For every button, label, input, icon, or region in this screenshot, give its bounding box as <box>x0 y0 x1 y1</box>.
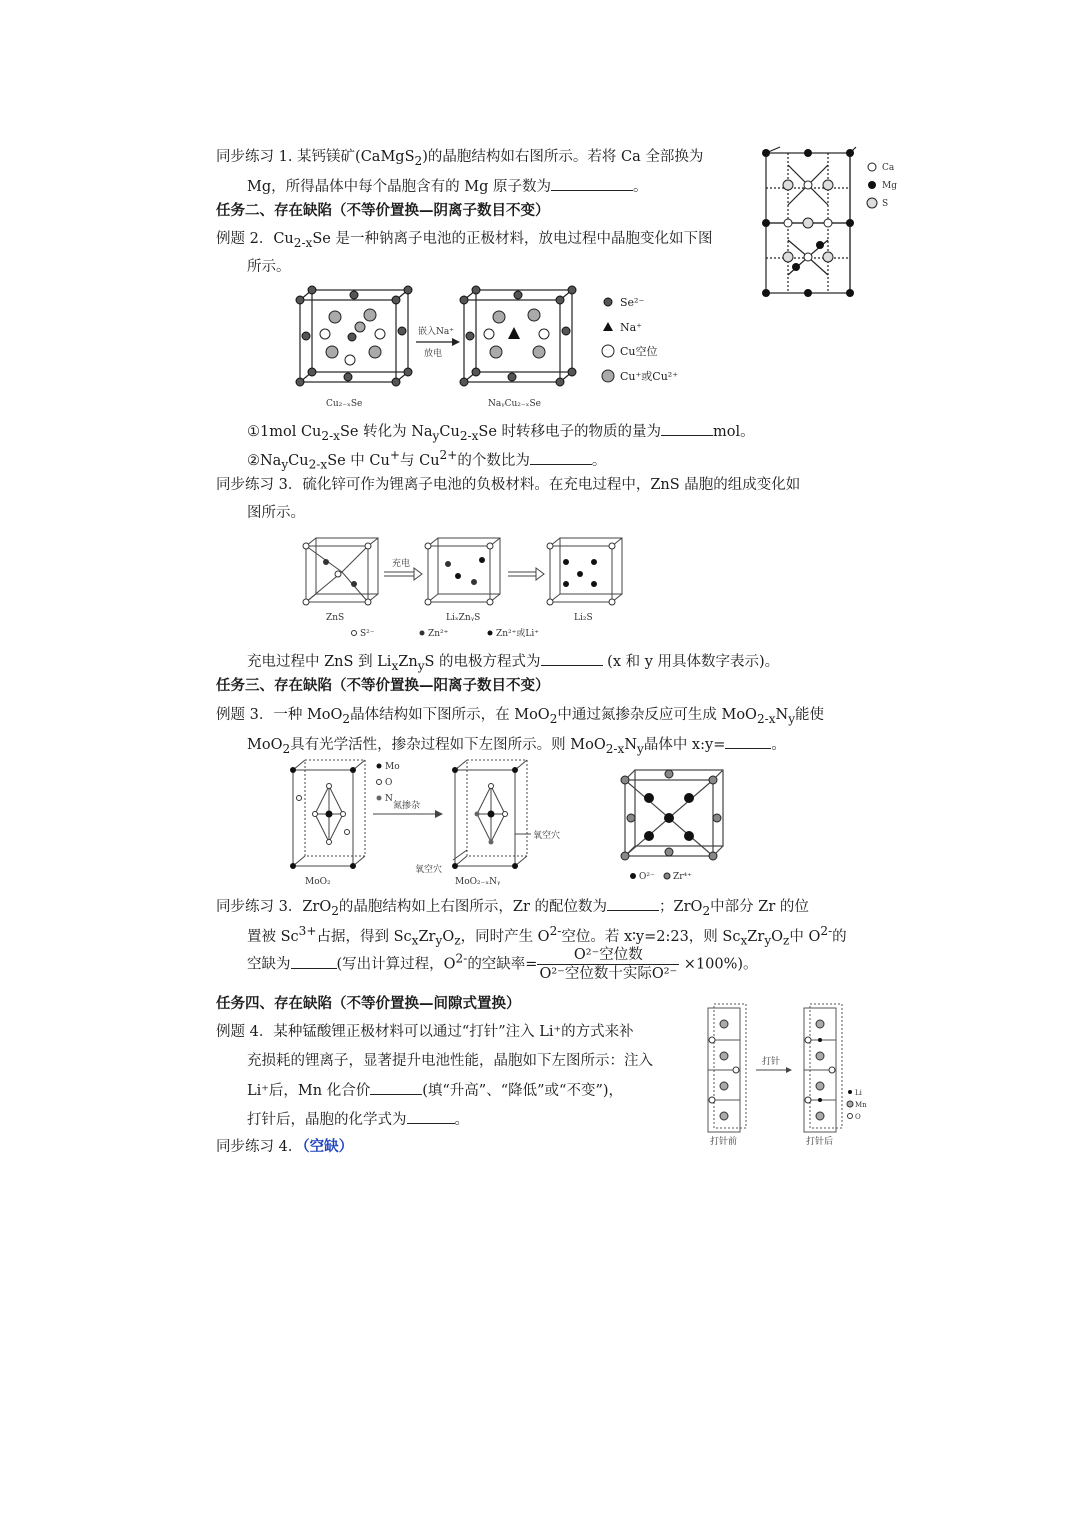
task-4-heading: 任务四、存在缺陷（不等价置换—间隙式置换） <box>216 996 521 1012</box>
example-4-line-2: 充损耗的锂离子，显著提升电池性能，晶胞如下左图所示：注入 <box>247 1053 653 1069</box>
legend-mo: Mo <box>385 762 400 772</box>
caption-lixznys: LiₓZnᵧS <box>446 613 481 623</box>
example-2-line-2: 所示。 <box>247 259 291 275</box>
arrow-label-inject: 打针 <box>762 1057 781 1067</box>
legend-cu-ion: Cu⁺或Cu²⁺ <box>620 370 679 383</box>
legend-o: O <box>385 778 393 788</box>
caption-moo2: MoO₂ <box>305 877 331 887</box>
camgs-cell-figure <box>758 145 908 303</box>
practice-1-line-2: Mg，所得晶体中每个晶胞含有的 Mg 原子数为 。 <box>247 176 647 197</box>
legend-zr: Zr⁴⁺ <box>673 872 692 882</box>
practice-1-line-1: 同步练习 1. 某钙镁矿(CaMgS$_2$)的晶胞结构如右图所示。若将 Ca 全部换为 <box>216 149 704 168</box>
caption-before: 打针前 <box>710 1137 738 1147</box>
legend-se: Se²⁻ <box>620 296 645 309</box>
legend-li: Li <box>855 1089 862 1097</box>
legend-ca: Ca <box>882 163 895 173</box>
answer-blank[interactable] <box>725 734 771 749</box>
question-1: ①1mol $Cu_{2-x}Se$ 转化为 $Na_yCu_{2-x}Se$ 时转移电子的物质的量为 mol。 <box>247 421 755 446</box>
caption-moo2-doped: MoO₂₋ₓNᵧ <box>455 877 501 887</box>
example-4-line-1: 例题 4．某种锰酸锂正极材料可以通过“打针”注入 Li⁺的方式来补 <box>216 1024 634 1040</box>
answer-blank[interactable] <box>530 450 592 465</box>
legend-s: S²⁻ <box>360 629 375 639</box>
vacancy-label-left: 氧空穴 <box>415 865 443 875</box>
caption-nacuse: NaᵧCu₂₋ₓSe <box>488 399 541 409</box>
example-4-line-4: 打针后，晶胞的化学式为 。 <box>247 1109 469 1130</box>
arrow-label-charge: 充电 <box>392 559 411 569</box>
zns-figure <box>298 532 638 642</box>
task-2-heading: 任务二、存在缺陷（不等价置换—阴离子数目不变） <box>216 203 550 219</box>
answer-blank[interactable] <box>407 1109 455 1124</box>
legend-cu-vacancy: Cu空位 <box>620 345 658 358</box>
vacancy-label-right: 氧空穴 <box>533 831 561 841</box>
caption-li2s: Li₂S <box>574 613 593 623</box>
answer-blank[interactable] <box>370 1080 422 1095</box>
limno-figure <box>700 1000 870 1150</box>
legend-n: N <box>385 794 393 804</box>
legend-o2: O²⁻ <box>639 872 655 882</box>
practice-4-line: 同步练习 4．（空缺） <box>216 1138 354 1155</box>
caption-cuse: Cu₂₋ₓSe <box>326 399 363 409</box>
moo2-figure <box>285 758 735 890</box>
vacancy-rate-fraction: $\frac{\text{O²⁻空位数}}{\text{O²⁻空位数十实际O²⁻}}$ <box>539 947 678 982</box>
answer-blank[interactable] <box>291 954 337 969</box>
practice-3b-line-1: 同步练习 3．ZrO$_2$的晶胞结构如上右图所示，Zr 的配位数为 ；ZrO$_2$中部分 Zr 的位 <box>216 896 809 921</box>
practice-3b-line-3: 空缺为 (写出计算过程，$O^{2-}$的空缺率= $\frac{\text{O²⁻空位数}}{\text{O²⁻空位数十实际O²⁻}}$ ×100%)。 <box>247 947 758 982</box>
example-4-line-3: Li⁺后，Mn 化合价 (填“升高”、“降低”或“不变”)， <box>247 1080 623 1101</box>
cuse-figure <box>290 282 710 414</box>
practice-3b-line-2: 置被 $Sc^{3+}$占据，得到 $Sc_xZr_yO_z$，同时产生 $O^{2-}$空位。若 x∶y=2:23，则 $Sc_xZr_yO_z$中 $O^{2-}$的 <box>247 924 847 948</box>
task-3-heading: 任务三、存在缺陷（不等价置换—阳离子数目不变） <box>216 678 550 694</box>
answer-blank[interactable] <box>661 421 713 436</box>
legend-zn: Zn²⁺ <box>428 629 449 639</box>
example-2-line-1: 例题 2．$Cu_{2-x}Se$ 是一种钠离子电池的正极材料，放电过程中晶胞变化如下图 <box>216 231 713 250</box>
arrow-label-insert: 嵌入Na⁺ <box>418 327 454 337</box>
answer-blank[interactable] <box>551 176 633 191</box>
caption-after: 打针后 <box>806 1137 834 1147</box>
practice-3-line-1: 同步练习 3．硫化锌可作为锂离子电池的负极材料。在充电过程中，ZnS 晶胞的组成变化如 <box>216 477 801 493</box>
question-2: $②Na_yCu_{2-x}Se$ 中 Cu+与 $Cu^{2+}$的个数比为 。 <box>247 448 607 472</box>
example-3-line-1: 例题 3．一种 MoO$_2$晶体结构如下图所示，在 MoO$_2$中通过氮掺杂反应可生成 $MoO_{2-x}N_y$能使 <box>216 707 825 726</box>
arrow-label-doping: 氮掺杂 <box>393 801 421 811</box>
answer-blank[interactable] <box>607 896 659 911</box>
answer-blank[interactable] <box>541 651 603 666</box>
legend-s: S <box>882 199 889 209</box>
legend-mg: Mg <box>882 181 897 191</box>
example-3-line-2: MoO$_2$具有光学活性，掺杂过程如下左图所示。则 $MoO_{2-x}N_y$晶体中 x:y= 。 <box>247 734 786 759</box>
arrow-label-discharge: 放电 <box>424 349 443 359</box>
practice-3-line-3: 充电过程中 ZnS 到 $Li_xZn_yS$ 的电极方程式为 (x 和 y 用具体数字表示)。 <box>247 651 779 676</box>
legend-zn-li: Zn²⁺或Li⁺ <box>496 629 540 639</box>
practice-3-line-2: 图所示。 <box>247 505 305 521</box>
caption-zns: ZnS <box>326 613 345 623</box>
legend-mn: Mn <box>855 1101 867 1109</box>
legend-na: Na⁺ <box>620 321 642 334</box>
legend-o: O <box>855 1113 861 1121</box>
